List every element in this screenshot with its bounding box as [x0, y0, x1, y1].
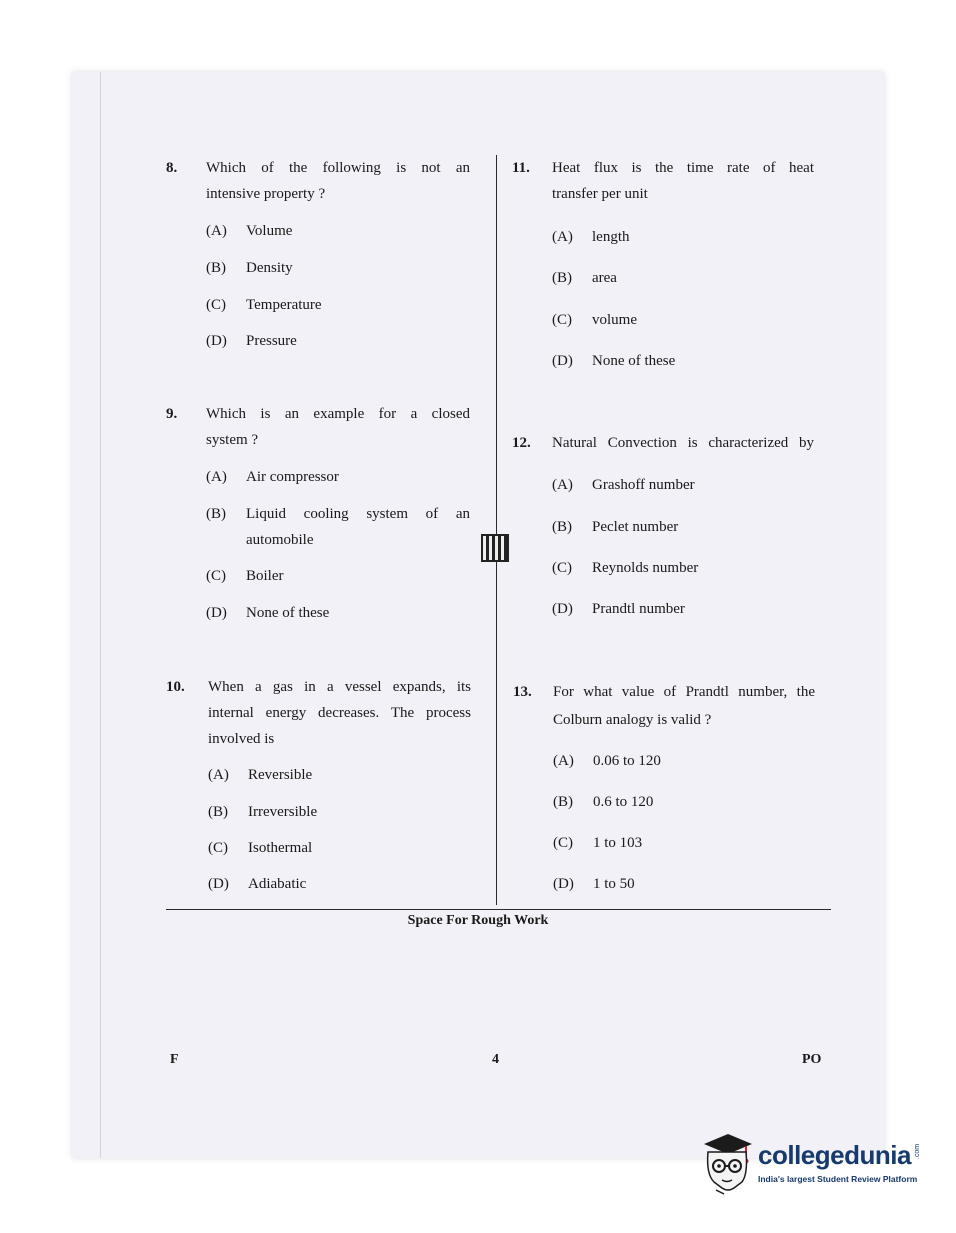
exam-page — [72, 72, 884, 1158]
option-c: (C) Temperature — [206, 297, 322, 313]
question-number: 9. — [166, 406, 178, 422]
option-c: (C) 1 to 103 — [553, 835, 643, 851]
logo-suffix: .com — [914, 1143, 922, 1160]
rough-work-label: Space For Rough Work — [407, 913, 549, 928]
question-text: Natural Convection is characterized by — [552, 435, 814, 451]
collegedunia-logo[interactable] — [698, 1130, 928, 1200]
qr-code-icon — [483, 536, 507, 560]
option-b: (B) Liquid cooling system of an automobile — [206, 506, 470, 548]
footer-left: F — [170, 1052, 179, 1067]
option-d: (D) Pressure — [206, 333, 297, 349]
option-d: (D) 1 to 50 — [553, 876, 635, 892]
rough-work-rule — [166, 909, 831, 910]
option-c: (C) volume — [552, 312, 637, 328]
question-text: Which of the following is not an intensive property ? — [206, 160, 470, 202]
graduate-mascot-icon — [698, 1130, 756, 1196]
option-d: (D) None of these — [206, 605, 330, 621]
option-b: (B) 0.6 to 120 — [553, 794, 654, 810]
option-b: (B) Irreversible — [208, 804, 318, 820]
option-c: (C) Isothermal — [208, 840, 313, 856]
option-d: (D) Prandtl number — [552, 601, 685, 617]
question-number: 8. — [166, 160, 178, 176]
question-number: 13. — [513, 684, 532, 700]
option-c: (C) Boiler — [206, 568, 284, 584]
option-a: (A) length — [552, 229, 630, 245]
option-c: (C) Reynolds number — [552, 560, 699, 576]
option-a: (A) Air compressor — [206, 469, 339, 485]
page-number: 4 — [492, 1052, 499, 1067]
question-text: Which is an example for a closed system ? — [206, 406, 470, 448]
logo-wordmark: collegedunia — [758, 1140, 911, 1170]
column-divider — [496, 155, 497, 905]
option-a: (A) 0.06 to 120 — [553, 753, 661, 769]
option-a: (A) Volume — [206, 223, 293, 239]
option-b: (B) area — [552, 270, 617, 286]
question-text: For what value of Prandtl number, the Colburn analogy is valid ? — [553, 684, 815, 728]
option-a: (A) Reversible — [208, 767, 313, 783]
question-number: 12. — [512, 435, 531, 451]
option-b: (B) Density — [206, 260, 293, 276]
question-number: 10. — [166, 679, 185, 695]
question-text: Heat flux is the time rate of heat transfer per unit — [552, 160, 814, 202]
question-number: 11. — [512, 160, 530, 176]
option-a: (A) Grashoff number — [552, 477, 695, 493]
footer-right: PO — [802, 1052, 822, 1067]
option-d: (D) None of these — [552, 353, 676, 369]
option-d: (D) Adiabatic — [208, 876, 307, 892]
option-b: (B) Peclet number — [552, 519, 679, 535]
page-margin-line — [100, 72, 101, 1158]
question-text: When a gas in a vessel expands, its internal energy decreases. The process involved is — [208, 679, 471, 747]
logo-tagline: India's largest Student Review Platform — [758, 1174, 918, 1184]
